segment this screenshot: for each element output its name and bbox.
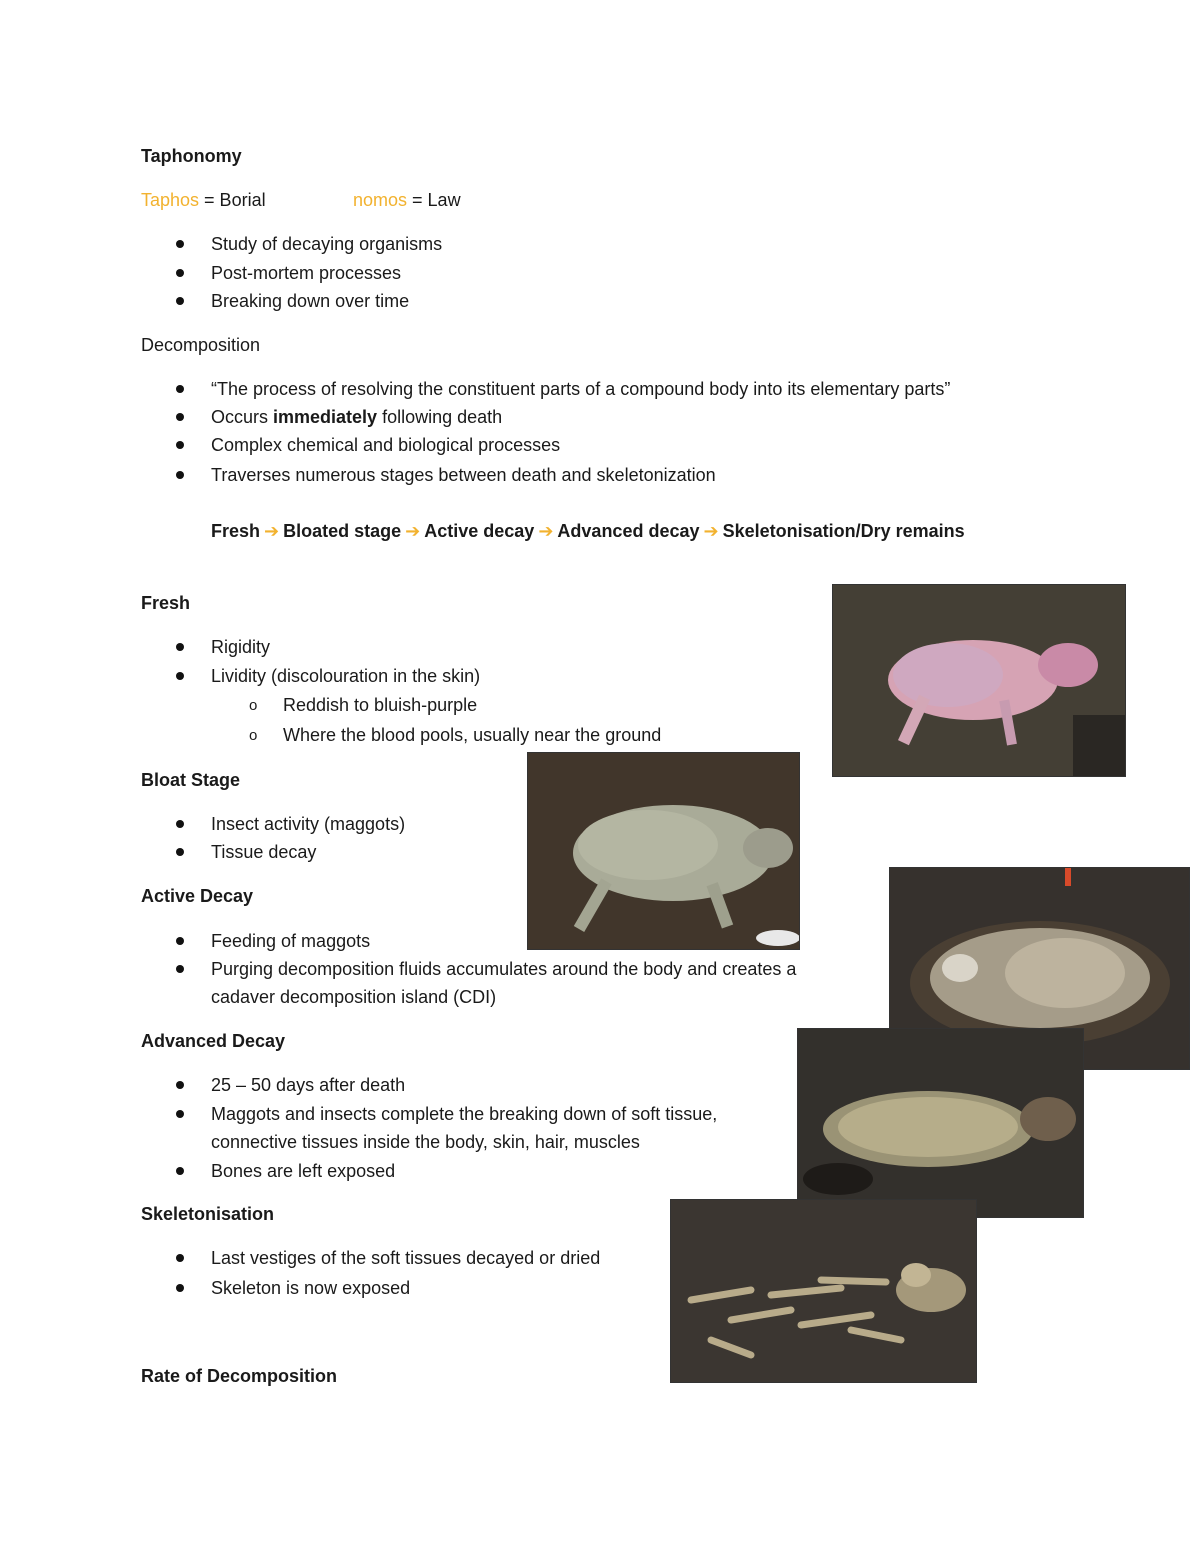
sub-bullet-marker: o: [249, 697, 258, 714]
list-item: Insect activity (maggots): [211, 814, 406, 834]
list-item: Breaking down over time: [211, 291, 410, 311]
occurs-text-end: following death: [377, 407, 503, 427]
meaning-nomos: = Law: [407, 190, 461, 210]
occurs-emphasis: immediately: [273, 407, 378, 427]
list-item: Complex chemical and biological processes: [211, 435, 561, 455]
arrow-right-icon: ➔: [264, 521, 280, 541]
bullet-icon: [176, 413, 184, 421]
page-title: Taphonomy: [141, 146, 242, 166]
list-item: [211, 406, 502, 428]
list-item: Post-mortem processes: [211, 263, 402, 283]
bullet-icon: [176, 937, 184, 945]
fresh-stage-photo: [832, 584, 1126, 777]
list-item: Skeleton is now exposed: [211, 1278, 411, 1298]
bullet-icon: [176, 1110, 184, 1118]
section-heading-active-decay: Active Decay: [141, 886, 254, 906]
list-item: Traverses numerous stages between death and skeletonization: [211, 465, 716, 485]
bullet-icon: [176, 269, 184, 277]
bullet-icon: [176, 240, 184, 248]
arrow-right-icon: ➔: [703, 521, 719, 541]
list-item-continuation: connective tissues inside the body, skin, hair, muscles: [211, 1132, 640, 1152]
list-item: Rigidity: [211, 637, 271, 657]
meaning-taphos: = Borial: [199, 190, 266, 210]
list-item: Maggots and insects complete the breaking down of soft tissue,: [211, 1104, 718, 1124]
sub-list-item: Where the blood pools, usually near the ground: [283, 725, 662, 745]
bullet-icon: [176, 965, 184, 973]
stage-skeletonisation: Skeletonisation/Dry remains: [722, 521, 965, 541]
bullet-icon: [176, 385, 184, 393]
list-item: 25 – 50 days after death: [211, 1075, 406, 1095]
section-heading-fresh: Fresh: [141, 593, 191, 613]
list-item: Feeding of maggots: [211, 931, 371, 951]
bullet-icon: [176, 297, 184, 305]
stage-advanced: Advanced decay: [557, 521, 700, 541]
stage-bloated: Bloated stage: [283, 521, 402, 541]
section-heading-bloat: Bloat Stage: [141, 770, 241, 790]
bullet-icon: [176, 820, 184, 828]
sub-bullet-marker: o: [249, 727, 258, 744]
bullet-icon: [176, 1081, 184, 1089]
occurs-text: Occurs: [211, 407, 274, 427]
bullet-icon: [176, 643, 184, 651]
bullet-icon: [176, 471, 184, 479]
etymology-taphos: [141, 189, 266, 211]
list-item: Bones are left exposed: [211, 1161, 396, 1181]
bullet-icon: [176, 1167, 184, 1175]
etymology-nomos: [353, 189, 461, 211]
stage-active: Active decay: [424, 521, 535, 541]
list-item: Tissue decay: [211, 842, 317, 862]
bullet-icon: [176, 1284, 184, 1292]
list-item: “The process of resolving the constituent parts of a compound body into its elementary parts”: [211, 379, 951, 399]
list-item: Purging decomposition fluids accumulates around the body and creates a: [211, 959, 797, 979]
section-heading-decomposition: Decomposition: [141, 335, 261, 355]
bloat-stage-photo: [527, 752, 800, 950]
arrow-right-icon: ➔: [405, 521, 421, 541]
stage-flow: [211, 520, 965, 542]
list-item: Last vestiges of the soft tissues decayed or dried: [211, 1248, 601, 1268]
term-nomos: nomos: [353, 190, 408, 210]
section-heading-rate: Rate of Decomposition: [141, 1366, 338, 1386]
bullet-icon: [176, 672, 184, 680]
term-taphos: Taphos: [141, 190, 200, 210]
skeletonisation-photo: [670, 1199, 977, 1383]
sub-list-item: Reddish to bluish-purple: [283, 695, 478, 715]
advanced-decay-photo: [797, 1028, 1084, 1218]
list-item-continuation: cadaver decomposition island (CDI): [211, 987, 497, 1007]
bullet-icon: [176, 441, 184, 449]
list-item: Study of decaying organisms: [211, 234, 443, 254]
section-heading-skeletonisation: Skeletonisation: [141, 1204, 275, 1224]
list-item: Lividity (discolouration in the skin): [211, 666, 481, 686]
bullet-icon: [176, 848, 184, 856]
section-heading-advanced-decay: Advanced Decay: [141, 1031, 286, 1051]
bullet-icon: [176, 1254, 184, 1262]
arrow-right-icon: ➔: [538, 521, 554, 541]
stage-fresh: Fresh: [211, 521, 261, 541]
